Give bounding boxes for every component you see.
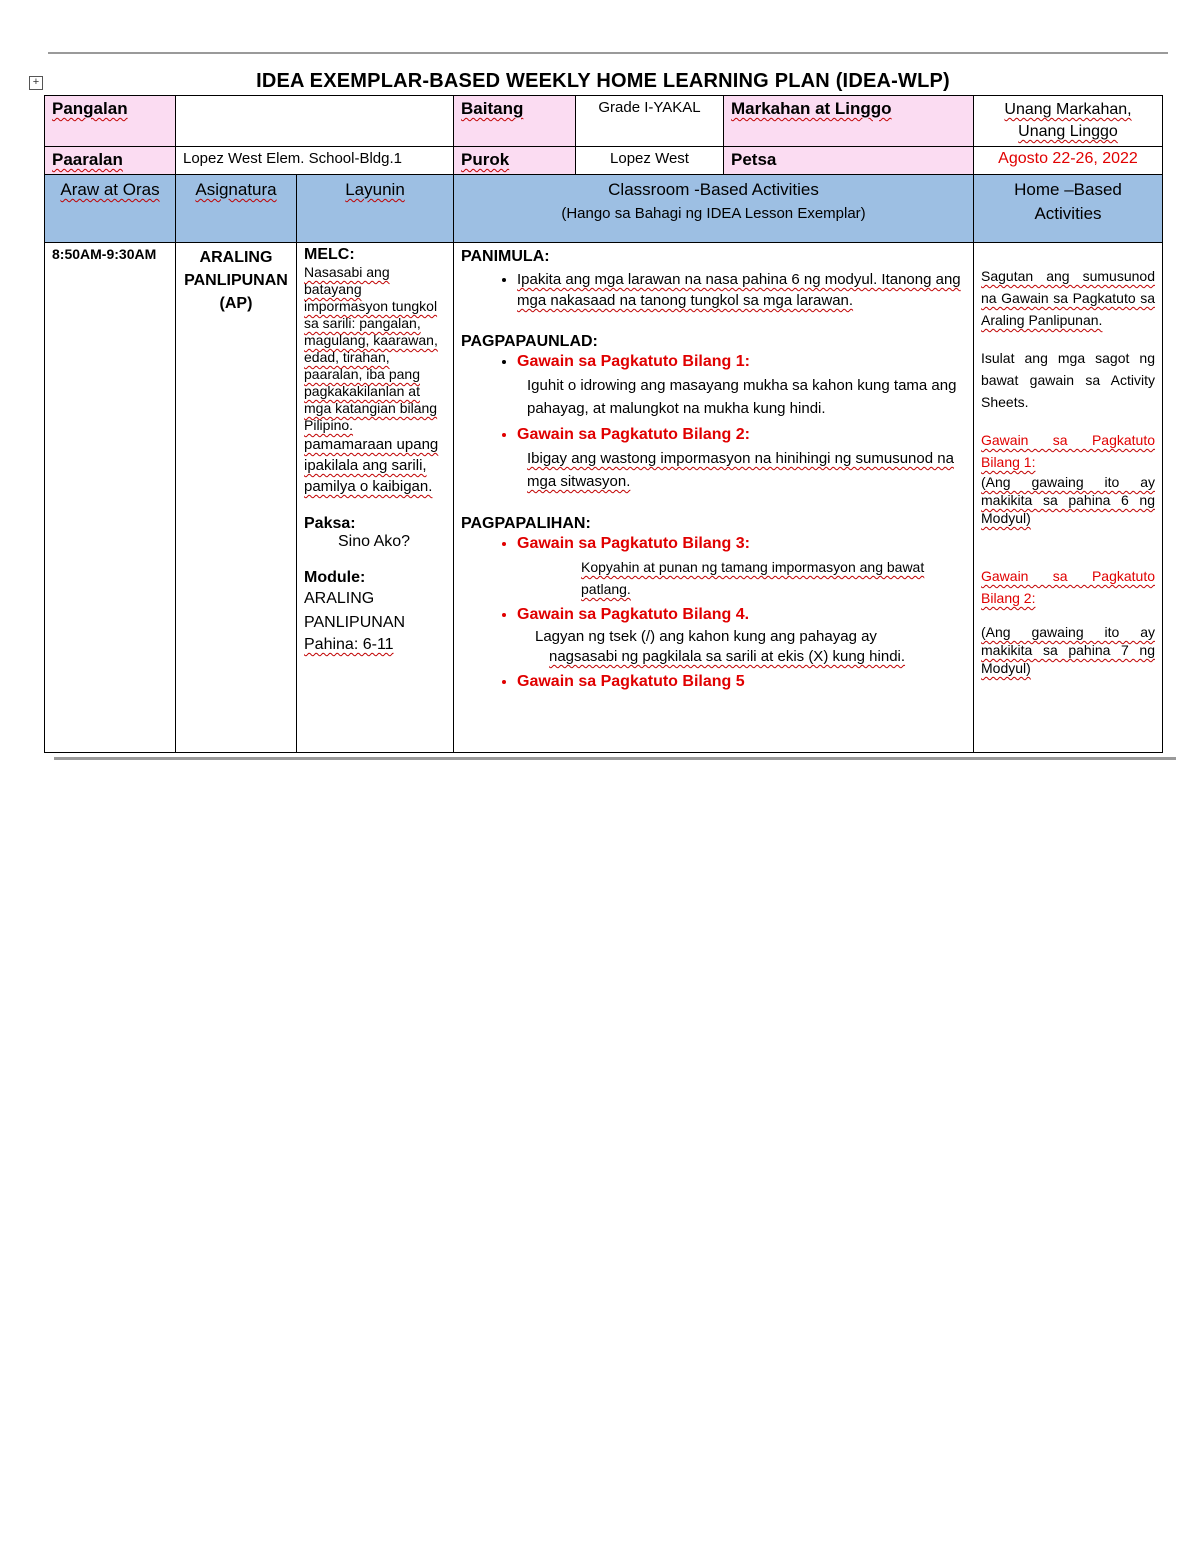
pangalan-value-cell[interactable]: [176, 96, 454, 147]
markahan-value-cell: Unang Markahan, Unang Linggo: [974, 96, 1163, 147]
home-gawain2-note: (Ang gawaing ito ay makikita sa pahina 7 ng Modyul): [981, 624, 1155, 676]
petsa-value-cell: Agosto 22-26, 2022: [974, 147, 1163, 175]
lesson-row: [45, 243, 1163, 753]
paaralan-value-cell: Lopez West Elem. School-Bldg.1: [176, 147, 454, 175]
gawain3-desc: Kopyahin at punan ng tamang impormasyon ang bawat patlang.: [581, 559, 925, 597]
markahan-label-cell: Markahan at Linggo: [724, 96, 974, 147]
gawain3-title: Gawain sa Pagkatuto Bilang 3:: [517, 535, 750, 552]
petsa-label-cell: Petsa: [724, 147, 974, 175]
info-row-1: [45, 96, 1163, 147]
panimula-item: • Ipakita ang mga larawan na nasa pahina 6 ng modyul. Itanong ang mga nakasaad na tanong tungkol sa mga larawan.: [517, 269, 966, 311]
bottom-rule: [54, 757, 1176, 760]
document-title: IDEA EXEMPLAR-BASED WEEKLY HOME LEARNING PLAN (IDEA-WLP): [256, 70, 950, 92]
column-header-row: [45, 175, 1163, 243]
gawain5-title: Gawain sa Pagkatuto Bilang 5: [517, 673, 745, 690]
learning-plan-table: [44, 95, 1163, 753]
purok-value-cell: Lopez West: [576, 147, 724, 175]
gawain4-desc-1: Lagyan ng tsek (/) ang kahon kung ang pahayag ay: [535, 628, 877, 645]
time-cell: 8:50AM-9:30AM: [45, 243, 176, 753]
purok-label-cell: Purok: [454, 147, 576, 175]
home-activities-cell: [974, 243, 1163, 753]
gawain2-title: Gawain sa Pagkatuto Bilang 2:: [517, 426, 750, 443]
home-header: Home –Based Activities: [974, 175, 1163, 243]
classroom-header: Classroom -Based Activities (Hango sa Bahagi ng IDEA Lesson Exemplar): [454, 175, 974, 243]
baitang-label-cell: Baitang: [454, 96, 576, 147]
layunin-cell: MELC: Nasasabi ang batayang impormasyon tungkol sa sarili: pangalan, magulang, kaarawan, edad, tirahan, paaralan, iba pang pagkakakilanlan at mga katangian bilang Pilipino. pamamaraan upang ipakilala ang sarili, pamilya o kaibigan. Paksa: Sino Ako? Module: ARALING PANLIPUNAN Pahina: 6-11: [297, 243, 454, 753]
melc-text-2: pamamaraan upang ipakilala ang sarili, pamilya o kaibigan.: [304, 436, 439, 495]
asignatura-header: Asignatura: [176, 175, 297, 243]
layunin-header: Layunin: [297, 175, 454, 243]
home-gawain2-title: Gawain sa Pagkatuto Bilang 2:: [981, 568, 1155, 606]
home-gawain1-title: Gawain sa Pagkatuto Bilang 1:: [981, 432, 1155, 470]
info-row-2: [45, 147, 1163, 175]
paaralan-label-cell: Paaralan: [45, 147, 176, 175]
home-instruction-1: Sagutan ang sumusunod na Gawain sa Pagkatuto sa Araling Panlipunan.: [981, 268, 1155, 328]
pangalan-label-cell: Pangalan: [45, 96, 176, 147]
gawain1-desc: Iguhit o idrowing ang masayang mukha sa kahon kung tama ang pahayag, at malungkot na mukha kung hindi.: [527, 377, 957, 417]
gawain4-desc-2: nagsasabi ng pagkilala sa sarili at ekis (X) kung hindi.: [549, 648, 906, 665]
araw-header: Araw at Oras: [45, 175, 176, 243]
subject-cell: ARALING PANLIPUNAN (AP): [176, 243, 297, 753]
home-instruction-2: Isulat ang mga sagot ng bawat gawain sa Activity Sheets.: [981, 350, 1155, 410]
table-move-handle-icon[interactable]: +: [29, 76, 43, 90]
baitang-value-cell: Grade I-YAKAL: [576, 96, 724, 147]
gawain2-desc: Ibigay ang wastong impormasyon na hinihingi ng sumusunod na mga sitwasyon.: [527, 450, 954, 490]
classroom-activities-cell: PANIMULA: • Ipakita ang mga larawan na nasa pahina 6 ng modyul. Itanong ang mga nakasaad na tanong tungkol sa mga larawan. PAGPAPAUNLAD: • Gawain sa Pagkatuto Bilang 1: Iguhit o idrowing ang masayang mukha sa kahon kung tama ang pahayag, at malungkot na mukha kung hindi. • Gawain sa Pagkatuto Bilang 2: Ibigay ang wastong impormasyon na hinihingi ng sumusunod na mga sitwasyon. PAGPAPALIHAN: • Gawain sa Pagkatuto Bilang 3: Kopyahin at punan ng tamang impormasyon ang bawat patlang. • Gawain sa Pagkatuto Bilang 4. Lagyan ng tsek (/) ang kahon kung ang pahayag ay nagsasabi ng pagkilala sa sarili at ekis (X) kung hindi. • Gawain sa Pagkatuto Bilang 5: [454, 243, 974, 753]
gawain4-title: Gawain sa Pagkatuto Bilang 4.: [517, 606, 750, 623]
melc-text: Nasasabi ang batayang impormasyon tungkol sa sarili: pangalan, magulang, kaarawan, edad, tirahan, paaralan, iba pang pagkakakilanlan at mga katangian bilang Pilipino.: [304, 264, 438, 433]
gawain1-title: Gawain sa Pagkatuto Bilang 1:: [517, 353, 750, 370]
home-gawain1-note: (Ang gawaing ito ay makikita sa pahina 6 ng Modyul): [981, 474, 1155, 526]
top-rule: [48, 52, 1168, 54]
